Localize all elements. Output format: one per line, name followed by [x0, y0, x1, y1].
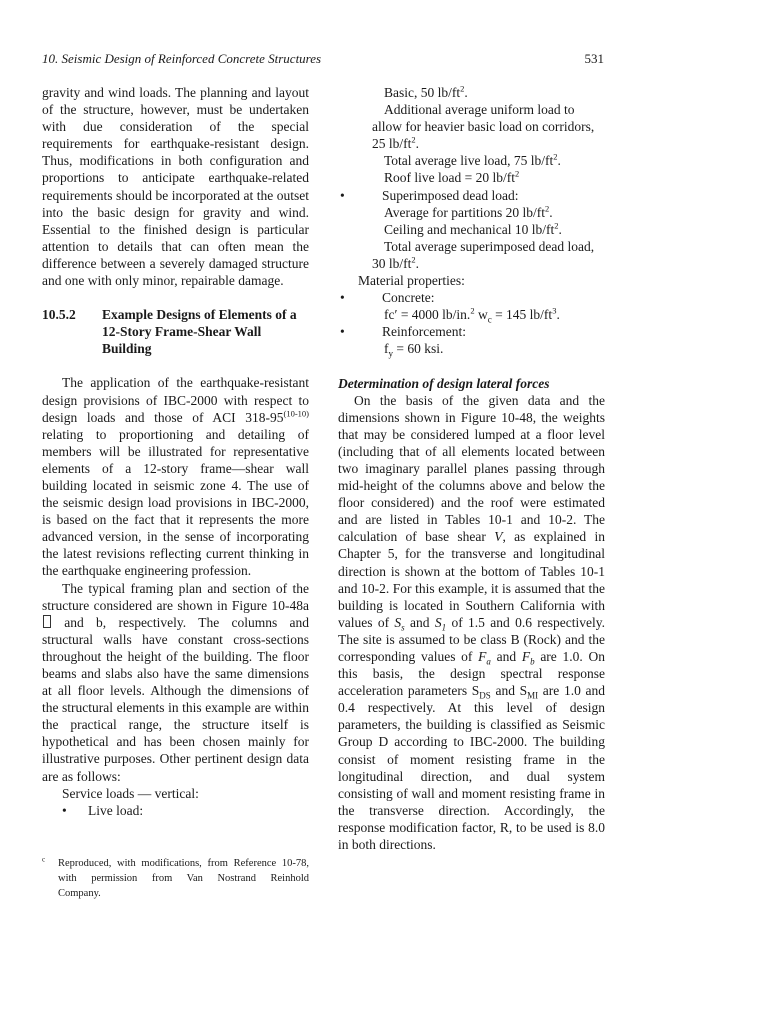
text-run: On the basis of the given data and the dimensions shown in Figure 10-48, the weights that may be considered lumped at a floor level (including that of all elements located between two imaginary parallel planes passing through mid-height of the columns above and below the floor considered) and the roof were estimated and are listed in Tables 10-1 and 10-2. The calculation of base shear — [338, 392, 605, 545]
section-heading — [42, 306, 309, 357]
symbol-v: V — [494, 529, 503, 545]
text-run: , as explained in Chapter 5, for the transverse and longitudinal direction is shown at the bottom of Tables 10-1 and 10-2. For this example, it is assumed that the building is located in Southern California with values of — [338, 529, 605, 630]
concrete-wc-symbol: w — [477, 307, 488, 323]
bullet-superimposed — [338, 187, 605, 204]
total-superimposed-text: Total average superimposed dead load, 30 lb/ft — [372, 238, 595, 271]
footnote-marker-text: c — [42, 855, 46, 864]
superscript: 2 — [411, 254, 416, 265]
additional-load: Additional average uniform load to allow for heavier basic load on corridors, 25 $lb/ft^2$. — [372, 102, 595, 152]
additional-load-text: Additional average uniform load to allow for heavier basic load on corridors, 25 lb/ft — [372, 102, 595, 152]
superimposed-label: Superimposed dead load: — [382, 187, 519, 203]
footnote-line: with permission from Van Nostrand Reinhold — [58, 873, 309, 885]
concrete-properties: fc′ = 4000 lb/in.$^2$ $w_c = 145$ $lb/ft^3$. — [384, 305, 560, 325]
concrete-fc: fc′ = 4000 lb/in. — [384, 307, 471, 323]
basic-load-text: Basic, 50 lb/ft — [384, 85, 461, 100]
bullet-concrete — [338, 289, 605, 306]
concrete-label: Concrete: — [382, 290, 435, 306]
subsection-heading: Determination of design lateral forces — [338, 375, 550, 391]
fy-value: = 60 ksi. — [393, 341, 444, 357]
section-number: 10.5.2 — [42, 307, 76, 323]
framing-text-start: The typical framing plan and section of the structure considered are shown in Figure 10-48a — [42, 580, 309, 613]
roof-live-load — [338, 169, 605, 186]
roof-live-load-text: Roof live load = 20 lb/ft — [384, 170, 515, 186]
subscript: 1 — [441, 622, 447, 633]
text-run: and — [404, 614, 435, 630]
reference-superscript: (10-10) — [283, 408, 309, 419]
footnote-row — [42, 856, 309, 902]
page-number: 531 — [584, 51, 604, 66]
text-run: of 1.5 and 0.6 respectively. The site is assumed to be class B (Rock) and the corresponding values of — [338, 614, 605, 664]
application-paragraph — [42, 374, 309, 579]
subscript: c — [487, 314, 492, 325]
superscript: 2 — [544, 203, 550, 214]
symbol-s1: S — [434, 614, 442, 630]
superscript: 2 — [470, 305, 475, 316]
application-text-start: The application of the earthquake-resistant design provisions of IBC-2000 with respect to design loads and those of ACI 318-95 — [42, 375, 309, 425]
framing-text-end: and b, respectively. The columns and structural walls have constant cross-sections throughout the height of the building. The floor beams and slabs also have the same dimensions at all floor levels. Although the dimensions of the structural elements in this example are within the practical range, the structure itself is hypothetical and has been chosen mainly for illustrative purposes. Other pertinent design data are as follows: — [42, 614, 309, 784]
symbol-fb: F — [521, 649, 531, 664]
superscript: 2 — [411, 134, 416, 145]
text-run: and — [490, 649, 522, 664]
symbol-fa: F — [478, 649, 487, 664]
footnote-marker — [42, 856, 58, 902]
basic-live-load: Basic, 50 $lb/ft^2$. — [384, 83, 468, 100]
running-title: 10. Seismic Design of Reinforced Concrete Structures — [42, 51, 322, 66]
section-title: Example Designs of Elements of a 12-Story Frame-Shear Wall Building — [102, 307, 297, 357]
text-run: and S — [490, 683, 528, 699]
footnote-line: Reproduced, with modifications, from Reference 10-78, — [58, 858, 309, 869]
running-header — [42, 51, 604, 69]
spacer — [42, 357, 309, 374]
subscript: a — [486, 656, 491, 667]
fy-symbol: f — [384, 341, 389, 357]
reinforcement-fy — [338, 340, 605, 360]
total-superimposed-load: Total average superimposed dead load, 30 $lb/ft^2$. — [372, 238, 595, 271]
symbol-s: S — [394, 614, 402, 630]
application-text-end: relating to proportioning and detailing of members will be illustrated for representative elements of a 12-story frame—shear wall building located in seismic zone 4. The use of the seismic design load provisions in IBC-2000, is based on the fact that it represents the more advanced version, in the sense of incorporating the latest revisions reflecting current thinking in the earthquake engineering profession. — [42, 426, 309, 579]
service-loads-label: Service loads — vertical: — [62, 785, 199, 801]
subscript: y — [388, 349, 393, 360]
ceiling-text: Ceiling and mechanical 10 lb/ft — [384, 221, 555, 237]
bullet-icon: • — [62, 802, 67, 818]
lateral-forces-paragraph — [338, 392, 605, 854]
footnote-line: Company. — [58, 888, 101, 900]
placeholder-box-icon — [43, 615, 51, 628]
bullet-icon: • — [340, 290, 345, 306]
material-properties-label: Material properties: — [358, 273, 465, 289]
text-run: are 1.0. On this basis, the design spectral response acceleration parameters S — [338, 649, 605, 699]
spacer — [338, 358, 605, 375]
left-column — [42, 84, 309, 819]
superscript: 2 — [514, 168, 520, 179]
subscript: DS — [479, 690, 491, 701]
reinforcement-label: Reinforcement: — [382, 324, 466, 340]
spacer — [42, 289, 309, 306]
total-live-load: Total average live load, 75 $lb/ft^2$. — [384, 151, 561, 169]
partitions-text: Average for partitions 20 lb/ft — [384, 204, 545, 220]
superscript: 2 — [460, 83, 465, 94]
live-load-label: Live load: — [88, 802, 144, 818]
bullet-reinforcement — [338, 323, 605, 340]
framing-paragraph — [42, 580, 309, 785]
bullet-live-load — [42, 802, 309, 819]
footnote — [42, 856, 309, 902]
intro-paragraph: gravity and wind loads. The planning and layout of the structure, however, must be undertaken with due consideration of the special requirements for earthquake-resistant design. Thus, modifications in both configuration and proportions to anticipate earthquake-related requirements should be incorporated at the outset into the basic design for gravity and wind. Essential to the finished design is particular attention to details that can often mean the difference between a severely damaged structure and one with only minor, repairable damage. — [42, 85, 309, 289]
bullet-icon: • — [340, 324, 345, 340]
total-live-load-text: Total average live load, 75 lb/ft — [384, 153, 554, 169]
footnote-text — [58, 856, 309, 902]
ceiling-load: Ceiling and mechanical 10 $lb/ft^2$. — [384, 220, 562, 237]
superscript: 3 — [552, 305, 557, 316]
subscript: s — [401, 622, 405, 633]
concrete-wc-value: = 145 lb/ft — [491, 307, 553, 323]
superscript: 2 — [553, 151, 558, 162]
bullet-icon: • — [340, 187, 345, 203]
text-run: are 1.0 and 0.4 respectively. At this level of design parameters, the building is classified as Seismic Group D according to IBC-2000. The building consist of moment resisting frame in the longitudinal direction, and dual system consisting of wall and moment resisting frame in the transverse direction. Accordingly, the response modification factor, R, to be used is 8.0 in both directions. — [338, 683, 605, 853]
right-column — [338, 84, 605, 853]
subscript: MI — [527, 690, 539, 701]
superscript: 2 — [554, 220, 559, 231]
partitions-load: Average for partitions 20 $lb/ft^2$. — [384, 203, 553, 220]
subscript: b — [530, 656, 535, 667]
